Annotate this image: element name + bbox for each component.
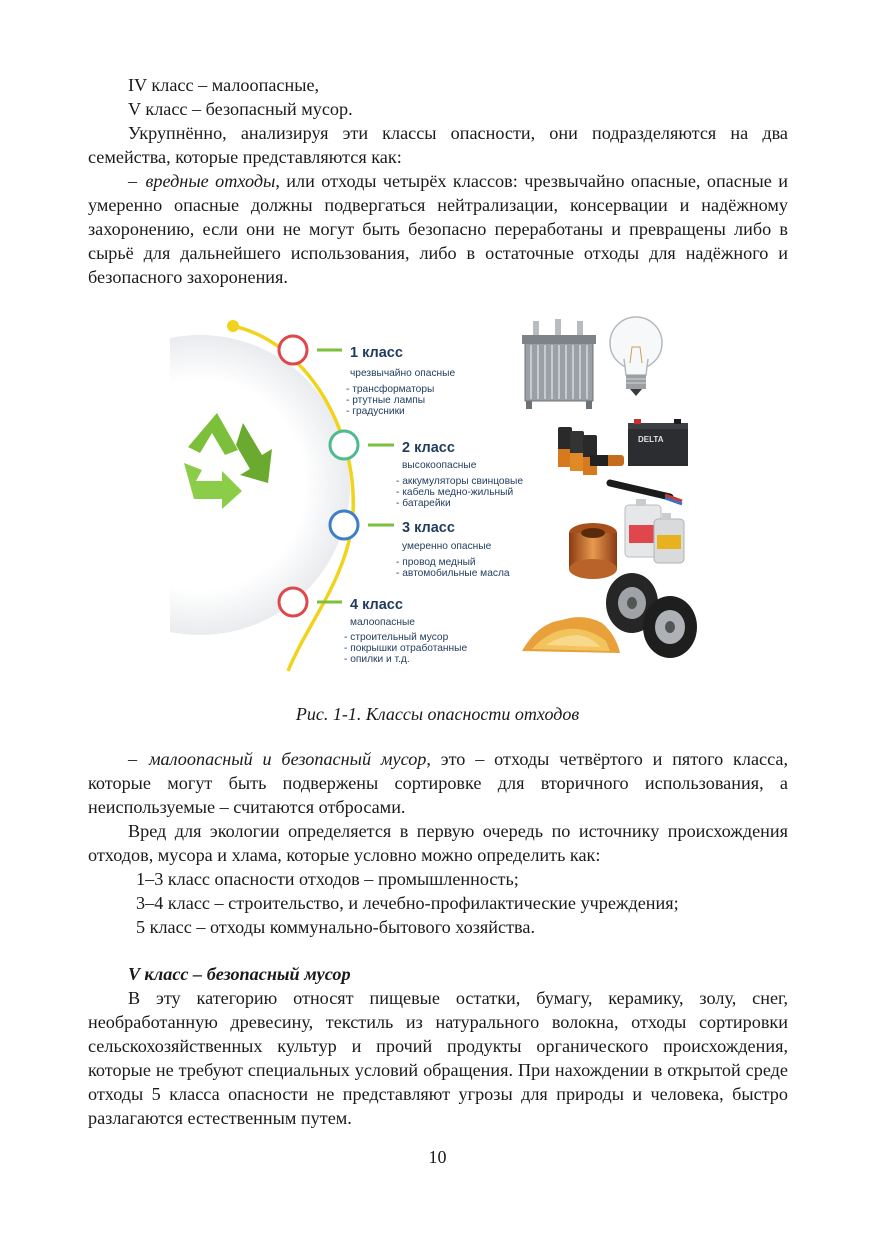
- class-1-item: - ртутные лампы: [346, 395, 426, 406]
- class-4-item: - строительный мусор: [344, 632, 449, 643]
- sawdust-picture: [522, 617, 620, 653]
- class-1-marker: [279, 336, 342, 364]
- class-3-marker: [330, 511, 394, 539]
- class-3-title: 3 класс: [402, 520, 455, 536]
- section-heading: V класс – безопасный мусор: [128, 964, 351, 984]
- source-list-item: 3–4 класс – строительство, и лечебно-профилактические учреждения;: [136, 893, 679, 913]
- class-2-subtitle: высокоопасные: [402, 460, 477, 471]
- low-hazard-text: , это – отходы четвёртого и пятого класса, которые могут быть подвержены сортировке для вторичного использования, а неиспользуемые – считаются отбросами.: [88, 749, 789, 817]
- copper-coil-picture: [569, 523, 617, 579]
- families-paragraph: Укрупнённо, анализируя эти классы опасности, они подразделяются на два семейства, которые представляются как:: [88, 123, 788, 167]
- class-1-title: 1 класс: [350, 345, 403, 361]
- class-3-item: - провод медный: [396, 557, 476, 568]
- class-2-marker: [330, 431, 394, 459]
- bottom-text: [88, 747, 788, 939]
- class-3-subtitle: умеренно опасные: [402, 541, 492, 552]
- source-list-item: 1–3 класс опасности отходов – промышленность;: [136, 869, 519, 889]
- low-hazard-term: малоопасный и безопасный мусор: [148, 749, 427, 769]
- class-3-item: - автомобильные масла: [396, 568, 510, 579]
- harmful-waste-term: вредные отходы: [145, 171, 276, 191]
- ecology-paragraph: Вред для экологии определяется в первую очередь по источнику происхождения отходов, мусора и хлама, которые условно можно определить как:: [88, 821, 788, 865]
- batteries-picture: [558, 427, 624, 475]
- class-iv-line: IV класс – малоопасные,: [128, 75, 320, 95]
- class-4-subtitle: малоопасные: [350, 617, 415, 628]
- top-text: [88, 73, 788, 289]
- low-hazard-paragraph: [88, 747, 788, 819]
- figure-caption: Рис. 1-1. Классы опасности отходов: [295, 704, 580, 724]
- tires-picture: [606, 573, 697, 658]
- transformer-picture: [522, 319, 596, 409]
- class-v-paragraph: В эту категорию относят пищевые остатки, бумагу, керамику, золу, снег, необработанную древесину, текстиль из натурального волокна, отходы сортировки сельскохозяйственных культур и прочий продукты органического происхождения, которые не требуют специальных условий обращения. При нахождении в открытой среде отходы 5 класса опасности не представляют угрозы для природы и человека, быстро разлагаются естественным путем.: [88, 988, 788, 1128]
- class-2-item: - кабель медно-жильный: [396, 487, 514, 498]
- class-4-item: - покрышки отработанные: [344, 643, 468, 654]
- battery-brand-label: DELTA: [638, 435, 664, 444]
- class-2-title: 2 класс: [402, 440, 455, 456]
- class-4-item: - опилки и т.д.: [344, 654, 410, 665]
- harmful-dash: –: [128, 171, 138, 191]
- class-2-item: - аккумуляторы свинцовые: [396, 476, 523, 487]
- class-2-item: - батарейки: [396, 498, 451, 509]
- page-number: 10: [428, 1147, 447, 1167]
- hazard-classes-figure: [170, 305, 705, 677]
- section-v: [88, 962, 788, 1130]
- class-4-marker: [279, 588, 342, 616]
- hazard-classes-graphic: [170, 305, 705, 677]
- motor-oil-picture: [625, 499, 684, 563]
- light-bulb-picture: [610, 317, 662, 396]
- class-4-title: 4 класс: [350, 597, 403, 613]
- harmful-waste-text: , или отходы четырёх классов: чрезвычайно опасные, опасные и умеренно опасные должны подвергаться нейтрализации, консервации и надёжному захоронению, если они не могут быть безопасно переработаны и превращены либо в сырьё для дальнейшего использования, либо в остаточные отходы для надёжного и безопасного захоронения.: [88, 171, 788, 287]
- class-v-line: V класс – безопасный мусор.: [128, 99, 353, 119]
- class-1-item: - градусники: [346, 406, 405, 417]
- low-hazard-dash: –: [128, 749, 138, 769]
- lead-battery-picture: [628, 419, 688, 466]
- source-list-item: 5 класс – отходы коммунально-бытового хозяйства.: [136, 917, 535, 937]
- class-1-subtitle: чрезвычайно опасные: [350, 368, 456, 379]
- class-1-item: - трансформаторы: [346, 384, 435, 395]
- harmful-waste-paragraph: [88, 169, 788, 289]
